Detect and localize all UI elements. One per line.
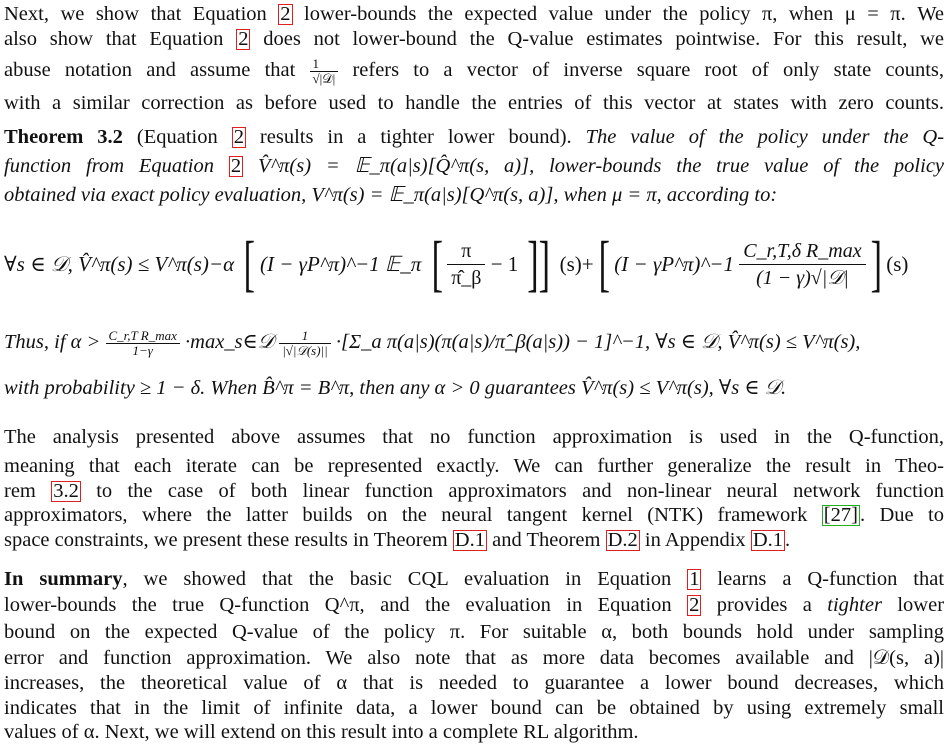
- text: indicates that in the limit of infinite data, a lower bound can be obtained by using extremely small: [4, 697, 944, 719]
- equation-ref-link[interactable]: 2: [233, 126, 244, 148]
- theorem-ref-link[interactable]: D.1: [454, 529, 485, 551]
- theorem-text: The value of the policy under the Q-: [585, 126, 945, 148]
- text: .: [785, 529, 791, 551]
- bracket: ]: [870, 230, 882, 298]
- equation-term: (I − γP^π)^−1: [614, 251, 734, 276]
- text: Next, we show that Equation: [4, 3, 267, 25]
- bracket: [: [598, 230, 610, 298]
- p1-line-2: [4, 27, 944, 51]
- p3-line-2: [4, 593, 944, 617]
- thus-line-2: [4, 376, 944, 400]
- fraction-denominator: (1 − γ)√|𝒟|: [756, 266, 849, 289]
- equation-fraction: [739, 238, 865, 291]
- text: results in a tighter lower bound).: [259, 126, 572, 148]
- bracket: [: [244, 230, 256, 298]
- text: lower-bounds the expected value under the policy π, when μ = π. We: [304, 3, 944, 25]
- equation-term: (s)+: [559, 251, 594, 276]
- bold-lead: In summary: [4, 568, 123, 590]
- theorem-line-2: [4, 154, 944, 178]
- text: (Equation: [136, 126, 218, 148]
- equation-term: (s): [886, 251, 909, 276]
- text: increases, the theoretical value of α that is needed to guarantee a lower bound decreases, which: [4, 672, 944, 694]
- p2-line-5: [4, 528, 944, 552]
- theorem-heading: Theorem 3.2: [4, 126, 123, 148]
- p1-line-4: [4, 91, 944, 115]
- appendix-ref-link[interactable]: D.1: [752, 529, 783, 551]
- equation-fraction: [447, 238, 485, 291]
- equation-ref-link[interactable]: 2: [280, 3, 291, 25]
- fraction-numerator: π: [447, 238, 485, 265]
- equation-lhs: ∀s ∈ 𝒟, V̂^π(s) ≤ V^π(s)−α: [4, 251, 235, 276]
- text: lower-bounds the true Q-function Q^π, and the evaluation in Equation: [4, 594, 672, 616]
- citation-link[interactable]: [27]: [823, 504, 858, 526]
- equation-ref-link[interactable]: 2: [230, 155, 242, 177]
- text: error and function approximation. We also note that as more data becomes available and |𝒟(s, a)|: [4, 647, 944, 669]
- text: . Due to: [859, 504, 944, 526]
- equation-ref-link[interactable]: 1: [689, 568, 700, 590]
- p3-line-5: [4, 671, 944, 695]
- p2-line-2: [4, 454, 944, 478]
- text: ·[Σ_a π(a|s)(π(a|s)/π̂_β(a|s)) − 1]^−1, ∀s ∈ 𝒟, V̂^π(s) ≤ V^π(s),: [335, 331, 861, 353]
- text: meaning that each iterate can be represented exactly. We can further generalize the result in Theo-: [4, 455, 944, 477]
- equation-term: (I − γP^π)^−1 𝔼_π: [260, 251, 422, 276]
- p2-line-3: [4, 479, 944, 503]
- display-equation: [4, 230, 946, 305]
- bracket: [: [431, 230, 443, 298]
- text: Thus, if α >: [4, 331, 101, 353]
- text: ·max_s∈𝒟: [185, 331, 275, 353]
- theorem-ref-link[interactable]: D.2: [607, 529, 638, 551]
- text: with a similar correction as before used to handle the entries of this vector at states with zero counts.: [4, 92, 944, 114]
- fraction-denominator: √|𝒟|: [312, 70, 336, 86]
- fraction-denominator: 1−γ: [132, 342, 153, 358]
- text: function from Equation: [4, 155, 215, 177]
- text: space constraints, we present these results in Theorem: [4, 529, 448, 551]
- thus-line-1: [4, 322, 944, 362]
- bracket: ]]: [527, 230, 551, 298]
- text: refers to a vector of inverse square root of only state counts,: [352, 59, 945, 81]
- fraction-numerator: 1: [279, 329, 331, 344]
- text: provides a: [716, 594, 812, 616]
- equation-ref-link[interactable]: 2: [238, 28, 249, 50]
- inline-fraction: [106, 329, 180, 358]
- inline-fraction: [310, 57, 339, 86]
- p1-line-1: [4, 2, 944, 26]
- theorem-ref-link[interactable]: 3.2: [53, 480, 79, 502]
- inline-fraction: [279, 329, 331, 358]
- text: with probability ≥ 1 − δ. When B̂^π = B^π, then any α > 0 guarantees V̂^π(s) ≤ V^π(s), ∀s ∈ 𝒟.: [4, 377, 787, 399]
- text: rem: [4, 480, 36, 502]
- fraction-numerator: C_r,T,δ R_max: [739, 238, 865, 265]
- text: , we showed that the basic CQL evaluation in Equation: [122, 568, 672, 590]
- italic-word: tighter: [827, 594, 882, 616]
- text: to the case of both linear function approximators and non-linear neural network function: [96, 480, 944, 502]
- equation-ref-link[interactable]: 2: [689, 594, 700, 616]
- p2-line-1: [4, 425, 944, 449]
- p3-line-3: [4, 620, 944, 644]
- text: does not lower-bound the Q-value estimates pointwise. For this result, we: [263, 28, 945, 50]
- text: bound on the expected Q-value of the policy π. For suitable α, both bounds hold under sampling: [4, 621, 944, 643]
- p3-line-4: [4, 646, 944, 670]
- text: also show that Equation: [4, 28, 224, 50]
- text: abuse notation and assume that: [4, 59, 296, 81]
- text: V̂^π(s) = 𝔼_π(a|s)[Q̂^π(s, a)], lower-bounds the true value of the policy: [257, 155, 945, 177]
- p3-line-1: [4, 567, 944, 591]
- fraction-denominator: π̂_β: [451, 266, 482, 289]
- fraction-numerator: 1: [310, 57, 339, 72]
- theorem-line-3: [4, 183, 944, 207]
- p3-line-7: [4, 720, 944, 744]
- theorem-line-1: [4, 125, 944, 149]
- text: and Theorem: [492, 529, 601, 551]
- text: in Appendix: [644, 529, 746, 551]
- equation-term: − 1: [490, 251, 519, 276]
- text: The analysis presented above assumes that no function approximation is used in the Q-function,: [4, 426, 944, 448]
- text: obtained via exact policy evaluation, V^π(s) = 𝔼_π(a|s)[Q^π(s, a)], when μ = π, according to:: [4, 184, 778, 206]
- p3-line-6: [4, 696, 944, 720]
- text: values of α. Next, we will extend on this result into a complete RL algorithm.: [4, 721, 639, 743]
- text: lower: [897, 594, 945, 616]
- fraction-denominator: |√|𝒟(s)||: [282, 342, 328, 358]
- fraction-numerator: C_r,T R_max: [106, 329, 180, 344]
- p2-line-4: [4, 503, 944, 527]
- text: approximators, where the latter builds on the neural tangent kernel (NTK) framework: [4, 504, 808, 526]
- text: learns a Q-function that: [717, 568, 945, 590]
- p1-line-3: [4, 52, 944, 88]
